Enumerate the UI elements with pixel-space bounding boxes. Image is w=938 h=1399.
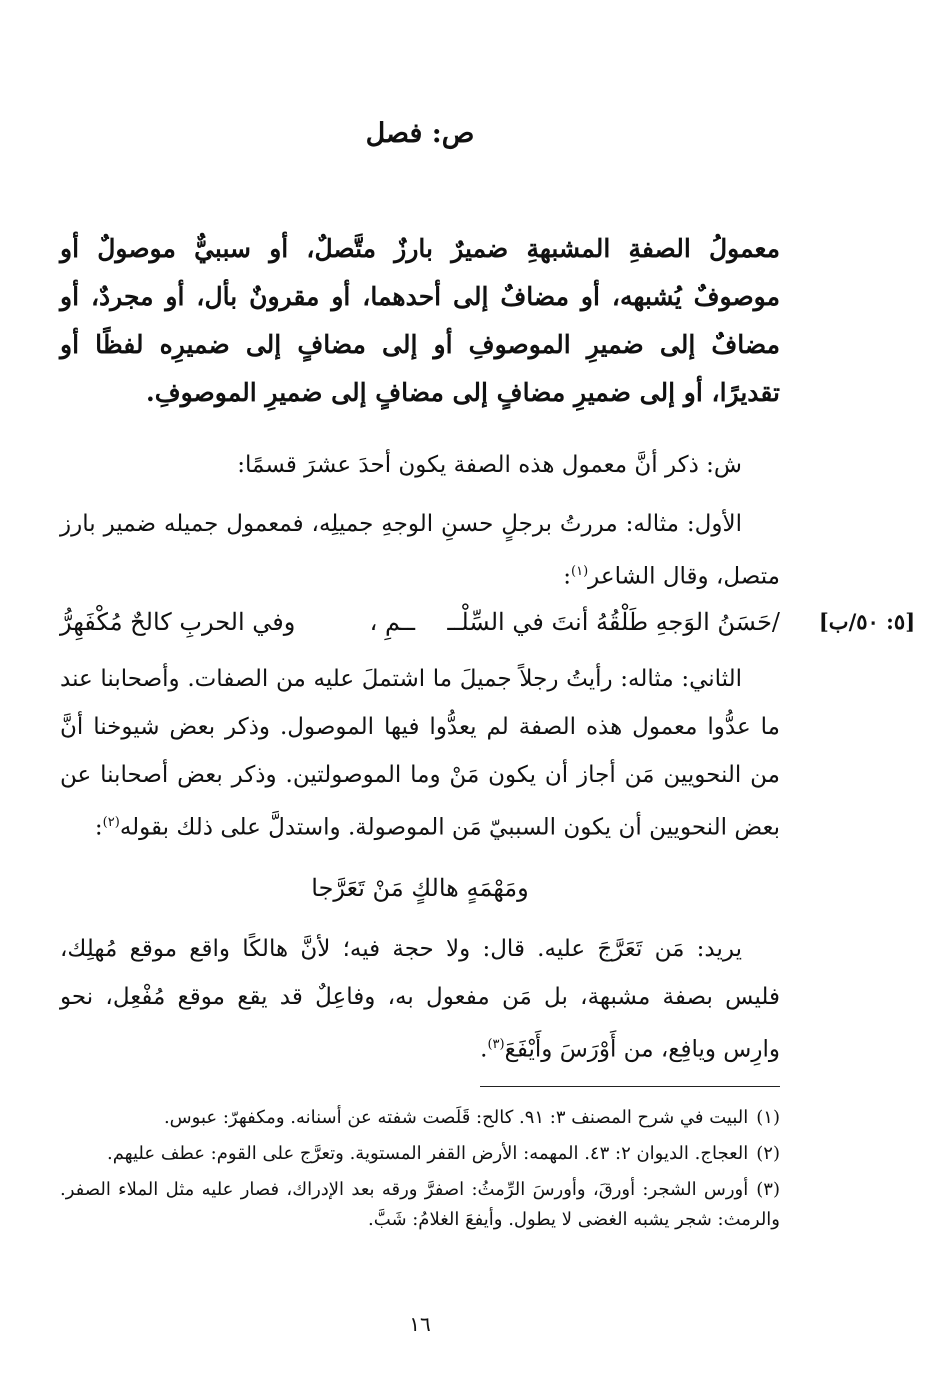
footnote-text: البيت في شرح المصنف ٣: ٩١. كالح: قَلَصت شفته عن أسنانه. ومكفهرّ: عبوس. <box>163 1107 749 1128</box>
first-example-tail: : <box>563 563 572 590</box>
second-example-paragraph <box>60 655 780 852</box>
third-tail: . <box>480 1036 488 1063</box>
footnote-3 <box>60 1175 780 1235</box>
footnote-text: أورس الشجر: أورقَ، وأورسَ الرِّمثُ: اصفرَّ ورقه بعد الإدراك، فصار عليه مثل الملاء الصفر. والرمث: شجر يشبه الغضى لا يطول. وأيفعَ الغلامُ: شَبَّ. <box>60 1179 780 1230</box>
verse-hemistich-1: /حَسَنُ الوَجهِ طَلْقُهُ أنتَ في السِّلْــ <box>447 608 780 636</box>
footnote-ref-3[interactable]: (٣) <box>487 1037 505 1052</box>
verse-line-2: ومَهْمَهٍ هالكٍ مَنْ تَعَرَّجا <box>311 874 529 902</box>
verse-hemistich-2: وفي الحربِ كالحٌ مُكْفَهِرُّ <box>60 608 296 636</box>
section-heading: ص: فصل <box>365 118 475 149</box>
margin-folio-reference: [٥: ٥٠/ب] <box>818 609 916 634</box>
verse-separator: ــمِ ، <box>369 608 415 636</box>
footnote-number: (١) <box>756 1107 780 1128</box>
footnote-1 <box>60 1103 780 1133</box>
first-example-text: الأول: مثاله: مررتُ برجلٍ حسنِ الوجهِ جميلِه، فمعمول جميله ضمير بارز متصل، وقال الشاعر <box>60 511 780 590</box>
main-text-bold <box>60 225 780 417</box>
intro-block <box>60 441 780 489</box>
second-example-tail: : <box>94 814 103 841</box>
footnote-text: العجاج. الديوان ٢: ٤٣. المهمه: الأرض القفر المستوية. وتعرَّج على القوم: عطف عليهم. <box>106 1143 749 1164</box>
third-block <box>60 925 780 1074</box>
footnote-separator-rule <box>480 1086 780 1087</box>
third-paragraph <box>60 925 780 1074</box>
footnote-number: (٣) <box>756 1179 780 1200</box>
matn-paragraph: معمولُ الصفةِ المشبهةِ ضميرٌ بارزٌ متَّصلٌ، أو سببيٌّ موصولٌ أو موصوفٌ يُشبهه، أو مضافٌ إلى أحدهما، أو مقرونٌ بأل، أو مجردٌ، أو مضافٌ إلى ضميرِ الموصوفِ أو إلى مضافٍ إلى ضميرِه لفظًا أو تقديرًا، أو إلى ضميرِ مضافٍ إلى مضافٍ إلى ضميرِ الموصوفِ. <box>60 234 780 407</box>
footnote-number: (٢) <box>756 1143 780 1164</box>
first-example-paragraph <box>60 500 780 601</box>
footnote-ref-1[interactable]: (١) <box>571 564 589 579</box>
second-example-text: الثاني: مثاله: رأيتُ رجلاً جميلَ ما اشتملَ عليه من الصفات. وأصحابنا عند ما عدُّوا معمول هذه الصفة لم يعدُّوا فيها الموصول. وذكر بعض شيوخنا أنَّ من النحويين مَن أجاز أن يكون مَنْ وما الموصولتين. وذكر بعض أصحابنا عن بعض النحويين أن يكون السببيّ مَن الموصولة. واستدلَّ على ذلك بقوله <box>60 666 780 841</box>
second-example-block <box>60 655 780 852</box>
intro-paragraph: ش: ذكر أنَّ معمول هذه الصفة يكون أحدَ عشرَ قسمًا: <box>237 452 742 478</box>
first-example-block <box>60 500 780 601</box>
page-number: ١٦ <box>409 1312 431 1336</box>
third-text: يريد: مَن تَعَرَّجَ عليه. قال: ولا حجة فيه؛ لأنَّ هالكًا واقع موقع مُهلِك، فليس بصفة مشبهة، بل مَن مفعول به، وفاعِلٌ قد يقع موقع مُفْعِل، نحو وارِس ويافِع، من أَوْرَسَ وأَيْفَعَ <box>60 936 780 1063</box>
verse-line-1 <box>60 598 780 646</box>
page <box>60 0 780 1399</box>
footnote-2 <box>60 1139 780 1169</box>
footnote-ref-2[interactable]: (٢) <box>102 815 120 830</box>
footnotes <box>60 1103 780 1241</box>
